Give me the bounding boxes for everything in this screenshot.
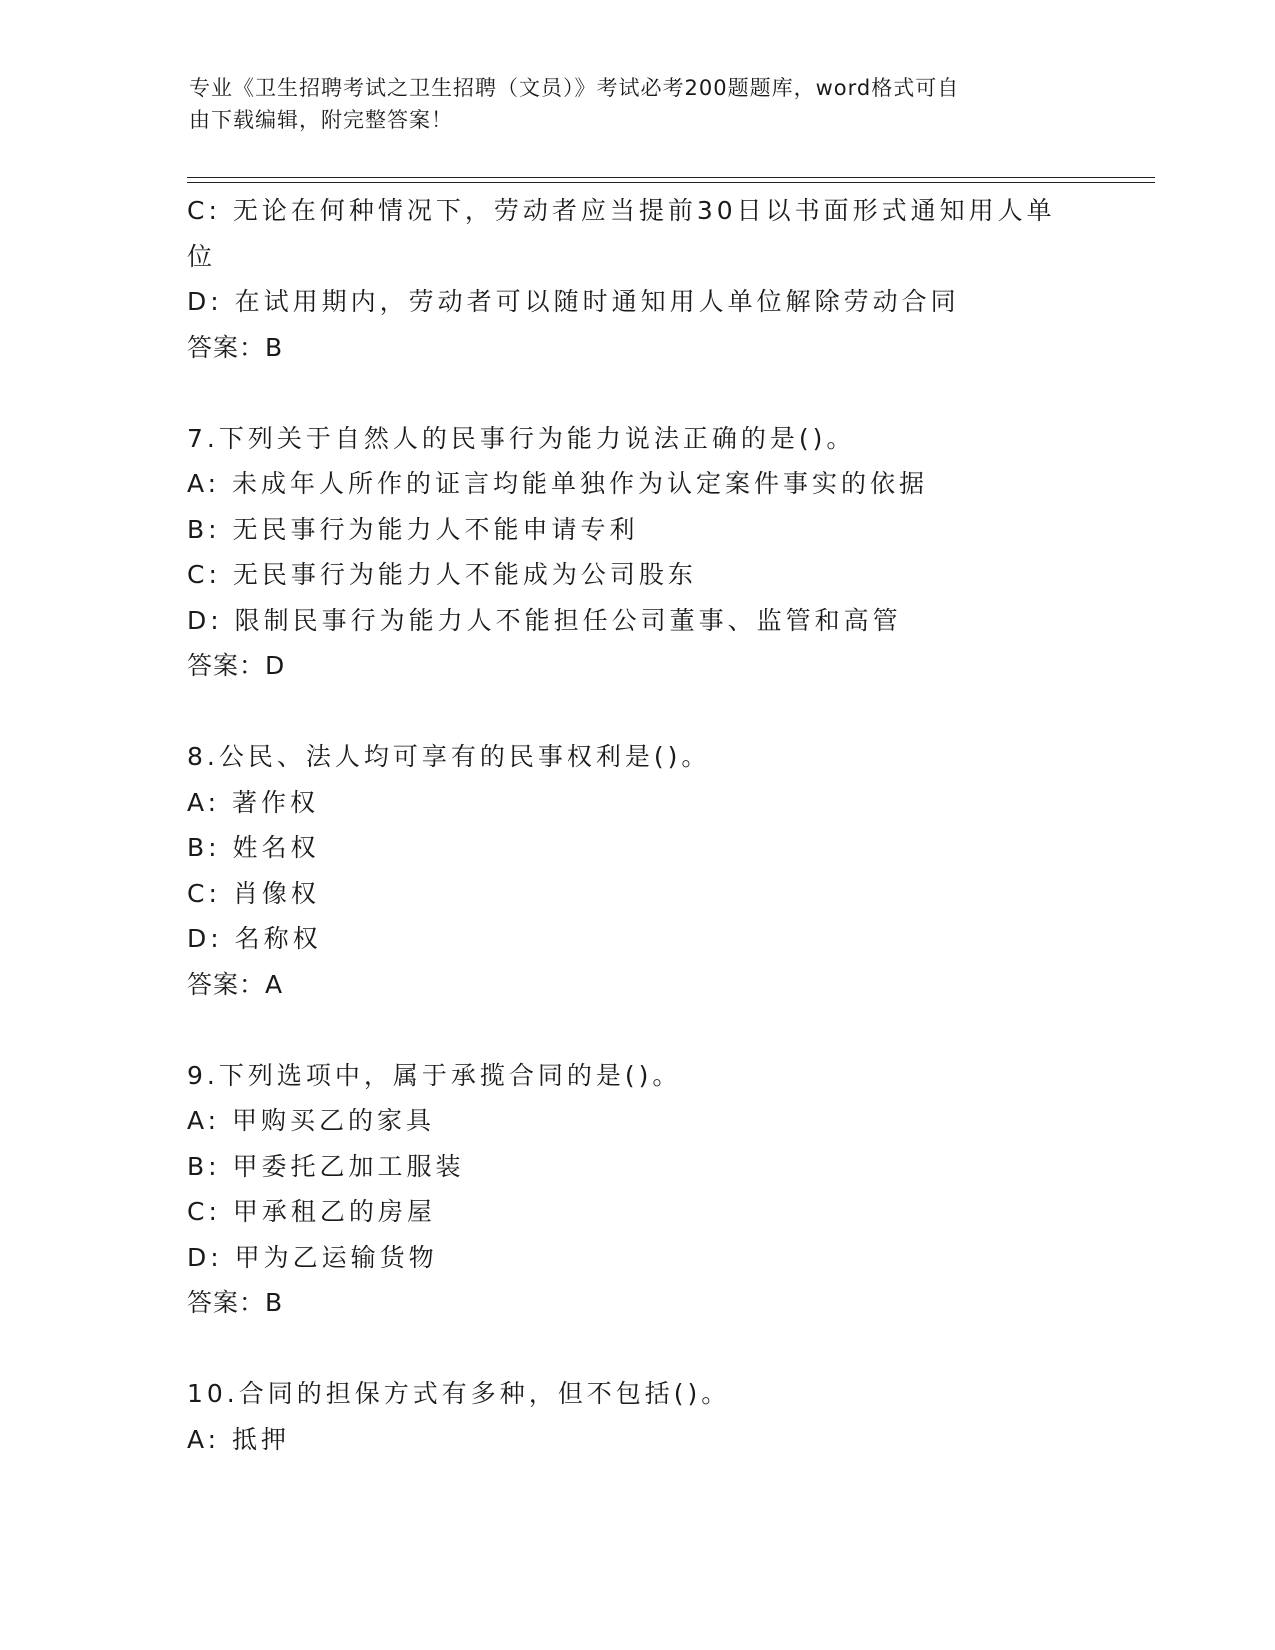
option-c-line-2: 位 <box>187 241 217 271</box>
question-10 <box>187 1371 1087 1462</box>
option-c: C: 甲承租乙的房屋 <box>187 1197 436 1226</box>
header-line-1: 专业《卫生招聘考试之卫生招聘（文员）》考试必考200题题库，word格式可自 <box>189 76 960 100</box>
header-line-2: 由下载编辑，附完整答案！ <box>189 108 453 132</box>
option-c: C: 无民事行为能力人不能成为公司股东 <box>187 560 697 589</box>
option-a: A: 未成年人所作的证言均能单独作为认定案件事实的依据 <box>187 469 929 498</box>
option-b: B: 无民事行为能力人不能申请专利 <box>187 514 639 544</box>
question-8 <box>187 734 1087 1007</box>
option-a: A: 著作权 <box>187 787 320 817</box>
option-a: A: 甲购买乙的家具 <box>187 1106 436 1135</box>
option-c: C: 肖像权 <box>187 878 320 908</box>
option-b: B: 姓名权 <box>187 833 320 862</box>
question-stem: 10.合同的担保方式有多种，但不包括()。 <box>187 1379 731 1408</box>
option-a: A: 抵押 <box>187 1424 291 1454</box>
question-stem: 8.公民、法人均可享有的民事权利是()。 <box>187 742 711 771</box>
question-9 <box>187 1053 1087 1326</box>
option-d: D: 甲为乙运输货物 <box>187 1242 438 1272</box>
header-rule-bottom <box>187 182 1155 183</box>
document-header <box>189 72 1069 136</box>
option-b: B: 甲委托乙加工服装 <box>187 1151 465 1181</box>
answer: 答案：B <box>187 332 284 362</box>
option-c-line-1: C: 无论在何种情况下，劳动者应当提前30日以书面形式通知用人单 <box>187 196 1056 225</box>
option-d: D: 限制民事行为能力人不能担任公司董事、监管和高管 <box>187 605 902 635</box>
header-rule-top <box>187 177 1155 178</box>
option-d: D: 在试用期内，劳动者可以随时通知用人单位解除劳动合同 <box>187 287 960 316</box>
option-d: D: 名称权 <box>187 924 322 953</box>
question-stem: 7.下列关于自然人的民事行为能力说法正确的是()。 <box>187 423 856 453</box>
question-7 <box>187 416 1087 689</box>
question-6-continued <box>187 188 1087 370</box>
answer: 答案：B <box>187 1288 284 1317</box>
answer: 答案：A <box>187 969 284 999</box>
question-stem: 9.下列选项中，属于承揽合同的是()。 <box>187 1060 682 1090</box>
question-list <box>187 188 1087 1462</box>
answer: 答案：D <box>187 651 286 680</box>
